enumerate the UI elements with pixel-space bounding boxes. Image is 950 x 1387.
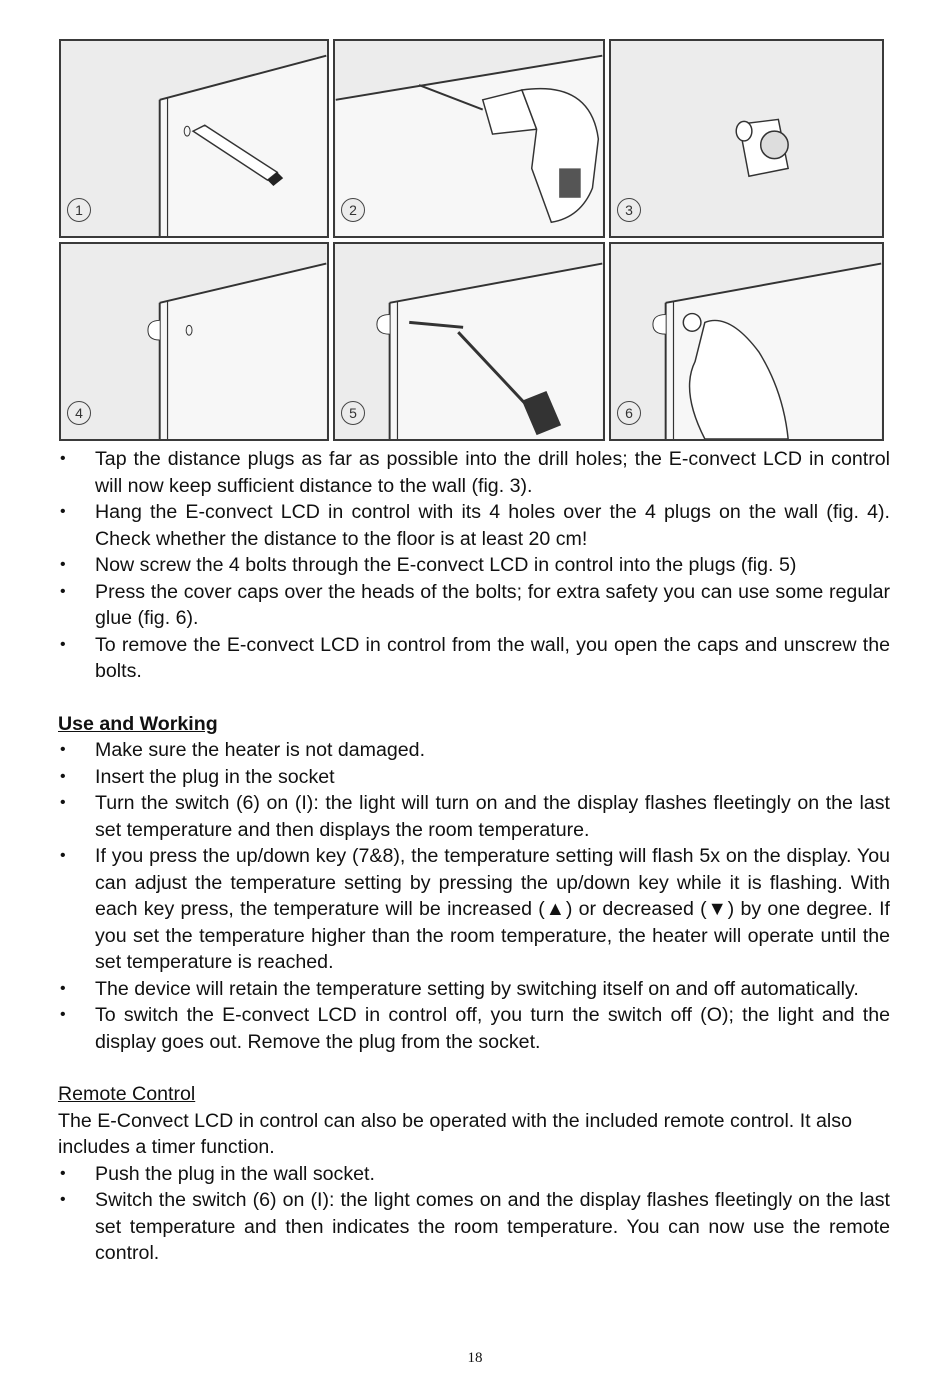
- installation-figures: [59, 39, 886, 441]
- list-item: • Press the cover caps over the heads of the bolts; for extra safety you can use some regular glue (fig. 6).: [58, 579, 890, 632]
- installation-steps-list: [58, 446, 890, 685]
- figure-3-plug: [609, 39, 884, 238]
- figure-number: 5: [341, 401, 365, 425]
- list-item: • Switch the switch (6) on (I): the light comes on and the display flashes fleetingly on the last set temperature and then indicates the room temperature. You can now use the remote control.: [58, 1187, 890, 1267]
- pencil-illustration: [61, 41, 327, 236]
- list-item: • Tap the distance plugs as far as possible into the drill holes; the E-convect LCD in control will now keep sufficient distance to the wall (fig. 3).: [58, 446, 890, 499]
- figure-number: 3: [617, 198, 641, 222]
- figure-2-drilling: [333, 39, 605, 238]
- hand-cap-illustration: [611, 244, 882, 439]
- figure-6-caps: [609, 242, 884, 441]
- remote-control-list: [58, 1161, 890, 1267]
- panel-hanging-illustration: [61, 244, 327, 439]
- drill-illustration: [335, 41, 603, 236]
- remote-control-heading: Remote Control: [58, 1083, 196, 1105]
- list-item: • If you press the up/down key (7&8), the temperature setting will flash 5x on the display. You can adjust the temperature setting by pressing the up/down key while it is flashing. With each key press, the temperature will be increased (▲) or decreased (▼) by one degree. If you set the temperature higher than the room temperature, the heater will operate until the set temperature is reached.: [58, 843, 890, 976]
- list-item: • To remove the E-convect LCD in control from the wall, you open the caps and unscrew the bolts.: [58, 632, 890, 685]
- list-item: • The device will retain the temperature setting by switching itself on and off automatically.: [58, 976, 890, 1003]
- figure-number: 2: [341, 198, 365, 222]
- figure-number: 6: [617, 401, 641, 425]
- figure-number: 1: [67, 198, 91, 222]
- use-and-working-list: [58, 737, 890, 1055]
- document-body: [58, 446, 890, 1267]
- list-item: • Hang the E-convect LCD in control with its 4 holes over the 4 plugs on the wall (fig. 4). Check whether the distance to the floor is at least 20 cm!: [58, 499, 890, 552]
- list-item: • Turn the switch (6) on (I): the light will turn on and the display flashes fleetingly on the last set temperature and then displays the room temperature.: [58, 790, 890, 843]
- list-item: • Insert the plug in the socket: [58, 764, 890, 791]
- list-item: • To switch the E-convect LCD in control off, you turn the switch off (O); the light and the display goes out. Remove the plug from the socket.: [58, 1002, 890, 1055]
- figure-1-marking: [59, 39, 329, 238]
- remote-control-intro: The E-Convect LCD in control can also be operated with the included remote control. It also includes a timer function.: [58, 1109, 852, 1158]
- figure-5-screwing: [333, 242, 605, 441]
- figure-number: 4: [67, 401, 91, 425]
- list-item: • Push the plug in the wall socket.: [58, 1161, 890, 1188]
- screwdriver-illustration: [335, 244, 603, 439]
- list-item: • Make sure the heater is not damaged.: [58, 737, 890, 764]
- plug-illustration: [611, 41, 882, 236]
- page-number: 18: [467, 1350, 483, 1366]
- figure-4-hanging: [59, 242, 329, 441]
- use-and-working-heading: Use and Working: [58, 712, 218, 735]
- list-item: • Now screw the 4 bolts through the E-convect LCD in control into the plugs (fig. 5): [58, 552, 890, 579]
